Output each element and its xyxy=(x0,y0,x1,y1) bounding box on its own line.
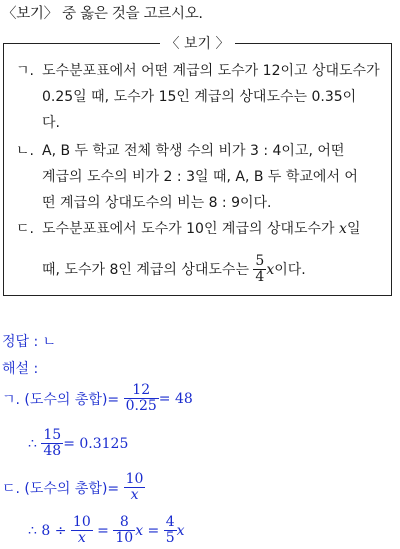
item-line: 계급의 도수의 비가 2 : 3일 때, A, B 두 학교에서 어 xyxy=(42,169,358,185)
fraction: $\frac{10}{x}$ xyxy=(72,514,91,547)
question-text: 〈보기〉 중 옳은 것을 고르시오. xyxy=(2,6,203,22)
item-line: 도수분포표에서 어떤 계급의 도수가 12이고 상대도수가 xyxy=(42,63,380,79)
item-marker: ㄴ. xyxy=(16,143,34,159)
item-line: 때, 도수가 8인 계급의 상대도수는 $\frac{5}{4}$ x이다. xyxy=(42,253,306,286)
item-line: 0.25일 때, 도수가 15인 계급의 상대도수는 0.35이 xyxy=(42,89,357,105)
item-marker: ㄱ. xyxy=(16,63,34,79)
fraction: $\frac{15}{48}$ xyxy=(43,427,62,460)
solution-step-1: ㄱ. (도수의 총합)= $\frac{12}{0.25}$ = 48 xyxy=(2,382,193,415)
explanation-label: 해설 : xyxy=(2,361,39,377)
solution-step-4: ∴ 8 ÷ $\frac{10}{x}$ = $\frac{8}{10}$ x = $\frac{4}{5}$ x xyxy=(28,514,185,547)
item-line: A, B 두 학교 전체 학생 수의 비가 3 : 4이고, 어떤 xyxy=(42,143,345,159)
item-line: 다. xyxy=(42,115,60,131)
item-line: 떤 계급의 상대도수의 비는 8 : 9이다. xyxy=(42,195,272,211)
example-box-title: 〈 보기 〉 xyxy=(4,33,391,53)
example-box xyxy=(3,36,392,296)
item-line: 도수분포표에서 도수가 10인 계급의 상대도수가 x일 xyxy=(42,221,361,237)
answer-label: 정답 : ㄴ xyxy=(2,334,57,350)
solution-step-2: ∴ $\frac{15}{48}$ = 0.3125 xyxy=(28,427,129,460)
item-marker: ㄷ. xyxy=(16,221,34,237)
fraction: $\frac{4}{5}$ xyxy=(165,514,175,547)
fraction: $\frac{10}{x}$ xyxy=(125,471,144,504)
fraction: $\frac{5}{4}$ xyxy=(255,253,265,286)
variable-x: x xyxy=(266,261,275,278)
fraction: $\frac{12}{0.25}$ xyxy=(125,382,157,415)
fraction: $\frac{8}{10}$ xyxy=(115,514,134,547)
solution-step-3: ㄷ. (도수의 총합)= $\frac{10}{x}$ xyxy=(2,471,144,504)
variable-x: x xyxy=(339,221,347,237)
